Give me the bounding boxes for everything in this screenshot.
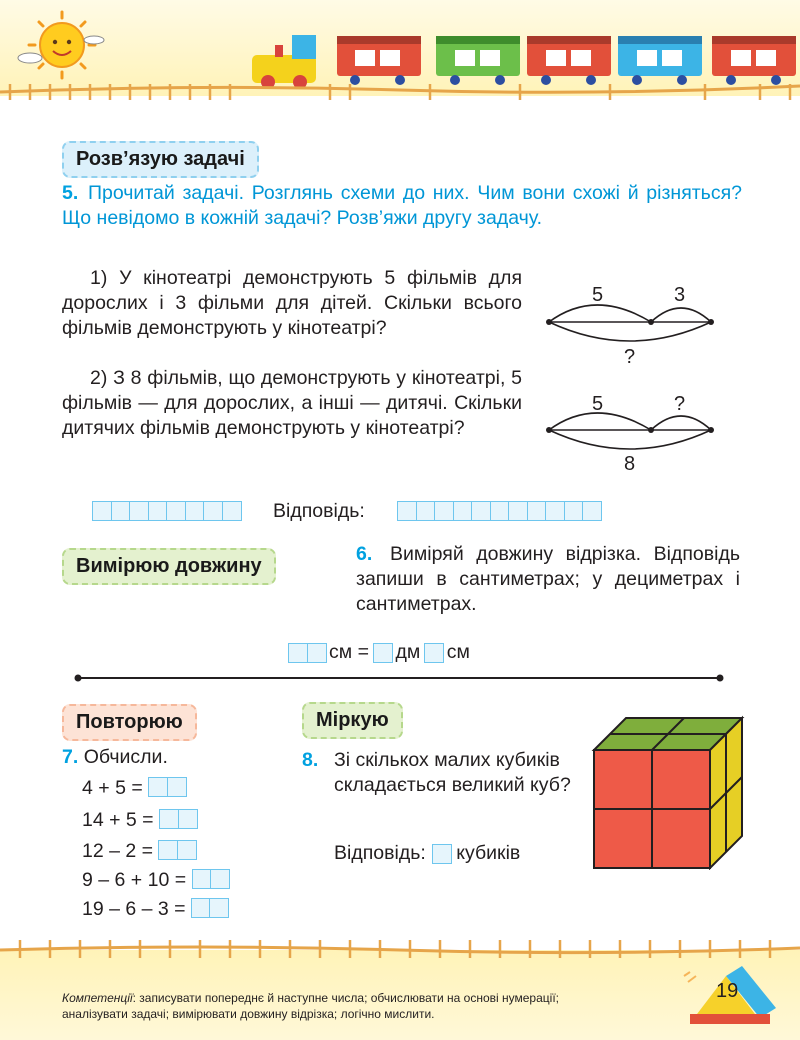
- section-label-solve: Розв’язую задачі: [62, 141, 259, 178]
- task7-expression: 12 – 2 =: [82, 840, 154, 862]
- task7-row: [82, 774, 185, 801]
- task6-unit-cm: см =: [329, 641, 369, 663]
- scheme2-left-label: 5: [592, 393, 604, 415]
- task8-answer-unit: кубиків: [456, 842, 521, 864]
- task5-instruction: [62, 181, 742, 231]
- task7-title: Обчисли.: [83, 746, 168, 768]
- scheme1-bottom-label: ?: [624, 346, 636, 368]
- task8-answer-row: [334, 842, 520, 865]
- task7-heading: [62, 745, 168, 770]
- task8-number: 8.: [302, 749, 319, 771]
- footer-competences-label: Компетенції: [62, 991, 133, 1005]
- sun-icon: [18, 12, 104, 78]
- cube-illustration: [590, 710, 750, 870]
- task5-problem2: 2) З 8 фільмів, що демонструють у кінотеатрі, 5 фільмів — для дорослих, а інші — дитячі. Скільки дитячих фільмів демонструють у кінотеатрі?: [62, 367, 522, 439]
- task6-unit-cm2: см: [446, 641, 470, 663]
- page-number: 19: [716, 980, 739, 1002]
- footer-competences: [62, 990, 622, 1022]
- task6-cm-cells[interactable]: [288, 643, 325, 663]
- task7-answer-cells[interactable]: [148, 777, 185, 797]
- task8-question-text: Зі скількох малих кубиків складається великий куб?: [334, 749, 571, 796]
- task5-instruction-text: Прочитай задачі. Розглянь схеми до них. Чим вони схожі й різняться? Що невідомо в кожній задачі? Розв’яжи другу задачу.: [62, 182, 742, 229]
- task7-row: [82, 866, 229, 893]
- task7-answer-cells[interactable]: [192, 869, 229, 889]
- task5-answer-cells[interactable]: [397, 501, 601, 521]
- task5-problem1: 1) У кінотеатрі демонструють 5 фільмів для дорослих і 3 фільми для дітей. Скільки всього фільмів демонструють у кінотеатрі?: [62, 267, 522, 339]
- scheme2-right-label: ?: [674, 393, 686, 415]
- task8-question: [302, 748, 572, 828]
- task7-expression: 4 + 5 =: [82, 777, 143, 799]
- task6-instruction: [356, 542, 740, 617]
- task7-number: 7.: [62, 746, 79, 768]
- task7-row: [82, 837, 195, 864]
- footer-competences-text: : записувати попереднє й наступне числа; обчислювати на основі нумерації; аналізувати задачі; вимірювати довжину відрізка; логічно мислити.: [62, 991, 559, 1021]
- task5-number: 5.: [62, 182, 79, 204]
- task7-expression: 19 – 6 – 3 =: [82, 898, 186, 920]
- task6-number: 6.: [356, 543, 373, 565]
- task6-unit-dm: дм: [395, 641, 421, 663]
- task7-answer-cells[interactable]: [159, 809, 196, 829]
- task5-solution-cells[interactable]: [92, 501, 240, 521]
- task6-cm2-cell[interactable]: [424, 643, 444, 663]
- section-label-repeat: Повторюю: [62, 704, 197, 741]
- scheme2-bottom-label: 8: [624, 453, 636, 475]
- scheme1-left-label: 5: [592, 284, 604, 306]
- task7-answer-cells[interactable]: [158, 840, 195, 860]
- task6-answer-row: [288, 641, 470, 664]
- task6-instruction-text: Виміряй довжину відрізка. Відповідь запиши в сантиметрах; у дециметрах і сантиметрах.: [356, 543, 740, 615]
- task7-expression: 9 – 6 + 10 =: [82, 869, 187, 891]
- task6-dm-cell[interactable]: [373, 643, 393, 663]
- section-label-think: Міркую: [302, 702, 403, 739]
- task7-expression: 14 + 5 =: [82, 809, 154, 831]
- section-label-measure: Вимірюю довжину: [62, 548, 276, 585]
- task5-answer-label: Відповідь:: [273, 500, 365, 522]
- train-icon: [252, 35, 796, 89]
- task7-answer-cells[interactable]: [191, 898, 228, 918]
- measure-segment: [70, 670, 730, 686]
- task7-row: [82, 895, 228, 922]
- scheme1-right-label: 3: [674, 284, 686, 306]
- task8-answer-cell[interactable]: [432, 844, 452, 864]
- task7-row: [82, 806, 196, 833]
- header-illustration: [0, 0, 800, 100]
- task8-answer-label: Відповідь:: [334, 842, 426, 864]
